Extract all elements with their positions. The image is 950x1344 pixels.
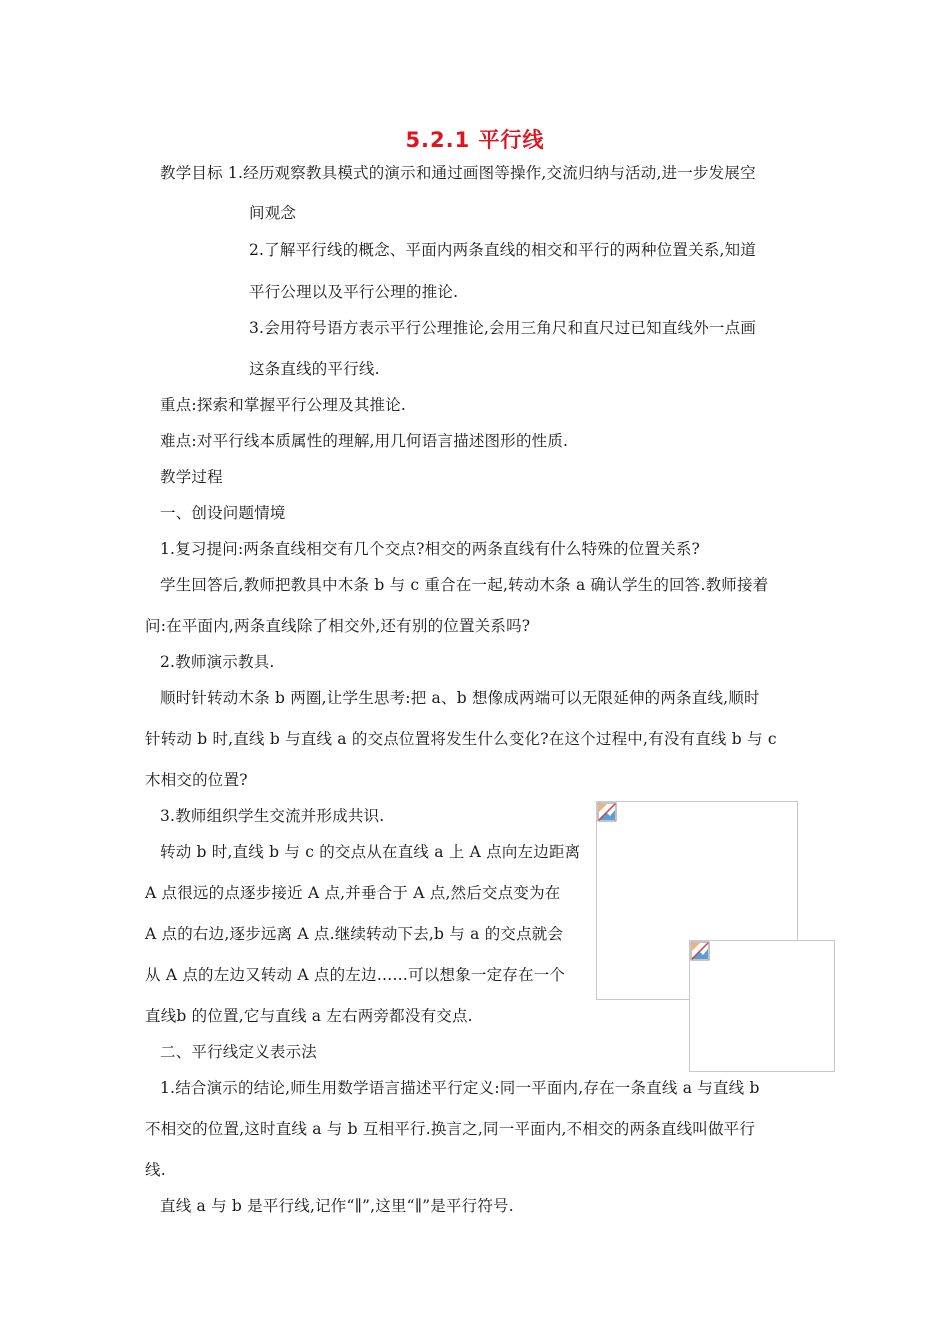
paragraph-line: 2.教师演示教具. — [160, 653, 275, 671]
page-title: 5.2.1 平行线 — [405, 128, 545, 152]
section-heading-2: 二、平行线定义表示法 — [160, 1043, 318, 1061]
paragraph-line: 直线 a 与 b 是平行线,记作“∥”,这里“∥”是平行符号. — [160, 1197, 514, 1215]
objective-line-1: 教学目标 1.经历观察教具模式的演示和通过画图等操作,交流归纳与活动,进一步发展空 — [160, 164, 756, 182]
paragraph-line: 线. — [145, 1161, 166, 1179]
paragraph-line: 不相交的位置,这时直线 a 与 b 互相平行.换言之,同一平面内,不相交的两条直线叫做平行 — [145, 1120, 756, 1138]
paragraph-line: 1.复习提问:两条直线相交有几个交点?相交的两条直线有什么特殊的位置关系? — [160, 540, 701, 558]
difficult-point: 难点:对平行线本质属性的理解,用几何语言描述图形的性质. — [160, 432, 569, 450]
broken-image-icon — [690, 941, 710, 961]
paragraph-line: A 点的右边,逐步远离 A 点.继续转动下去,b 与 a 的交点就会 — [145, 925, 564, 943]
broken-image-icon — [597, 802, 617, 822]
paragraph-line: 顺时针转动木条 b 两圈,让学生思考:把 a、b 想像成两端可以无限延伸的两条直线,顺时 — [160, 689, 760, 707]
paragraph-line: 1.结合演示的结论,师生用数学语言描述平行定义:同一平面内,存在一条直线 a 与直线 b — [160, 1079, 760, 1097]
paragraph-line: 转动 b 时,直线 b 与 c 的交点从在直线 a 上 A 点向左边距离 — [160, 843, 581, 861]
section-heading-1: 一、创设问题情境 — [160, 504, 286, 522]
objective-line-1-cont: 间观念 — [249, 204, 297, 222]
paragraph-line: 学生回答后,教师把教具中木条 b 与 c 重合在一起,转动木条 a 确认学生的回答.教师接着 — [160, 576, 769, 594]
paragraph-line: 从 A 点的左边又转动 A 点的左边……可以想象一定存在一个 — [145, 966, 566, 984]
paragraph-line: A 点很远的点逐步接近 A 点,并垂合于 A 点,然后交点变为在 — [145, 884, 561, 902]
section-heading-process: 教学过程 — [160, 468, 223, 486]
key-point: 重点:探索和掌握平行公理及其推论. — [160, 396, 407, 414]
paragraph-line: 针转动 b 时,直线 b 与直线 a 的交点位置将发生什么变化?在这个过程中,有没有直线 b 与 c — [145, 730, 777, 748]
paragraph-line: 木相交的位置? — [145, 771, 248, 789]
objective-line-2-cont: 平行公理以及平行公理的推论. — [249, 283, 459, 301]
objective-line-2: 2.了解平行线的概念、平面内两条直线的相交和平行的两种位置关系,知道 — [249, 241, 757, 259]
paragraph-line: 直线b 的位置,它与直线 a 左右两旁都没有交点. — [145, 1007, 473, 1025]
paragraph-line: 3.教师组织学生交流并形成共识. — [160, 807, 385, 825]
objective-line-3-cont: 这条直线的平行线. — [249, 360, 380, 378]
paragraph-line: 问:在平面内,两条直线除了相交外,还有别的位置关系吗? — [145, 617, 531, 635]
objective-line-3: 3.会用符号语方表示平行公理推论,会用三角尺和直尺过已知直线外一点画 — [249, 319, 757, 337]
figure-placeholder-2 — [689, 940, 835, 1072]
